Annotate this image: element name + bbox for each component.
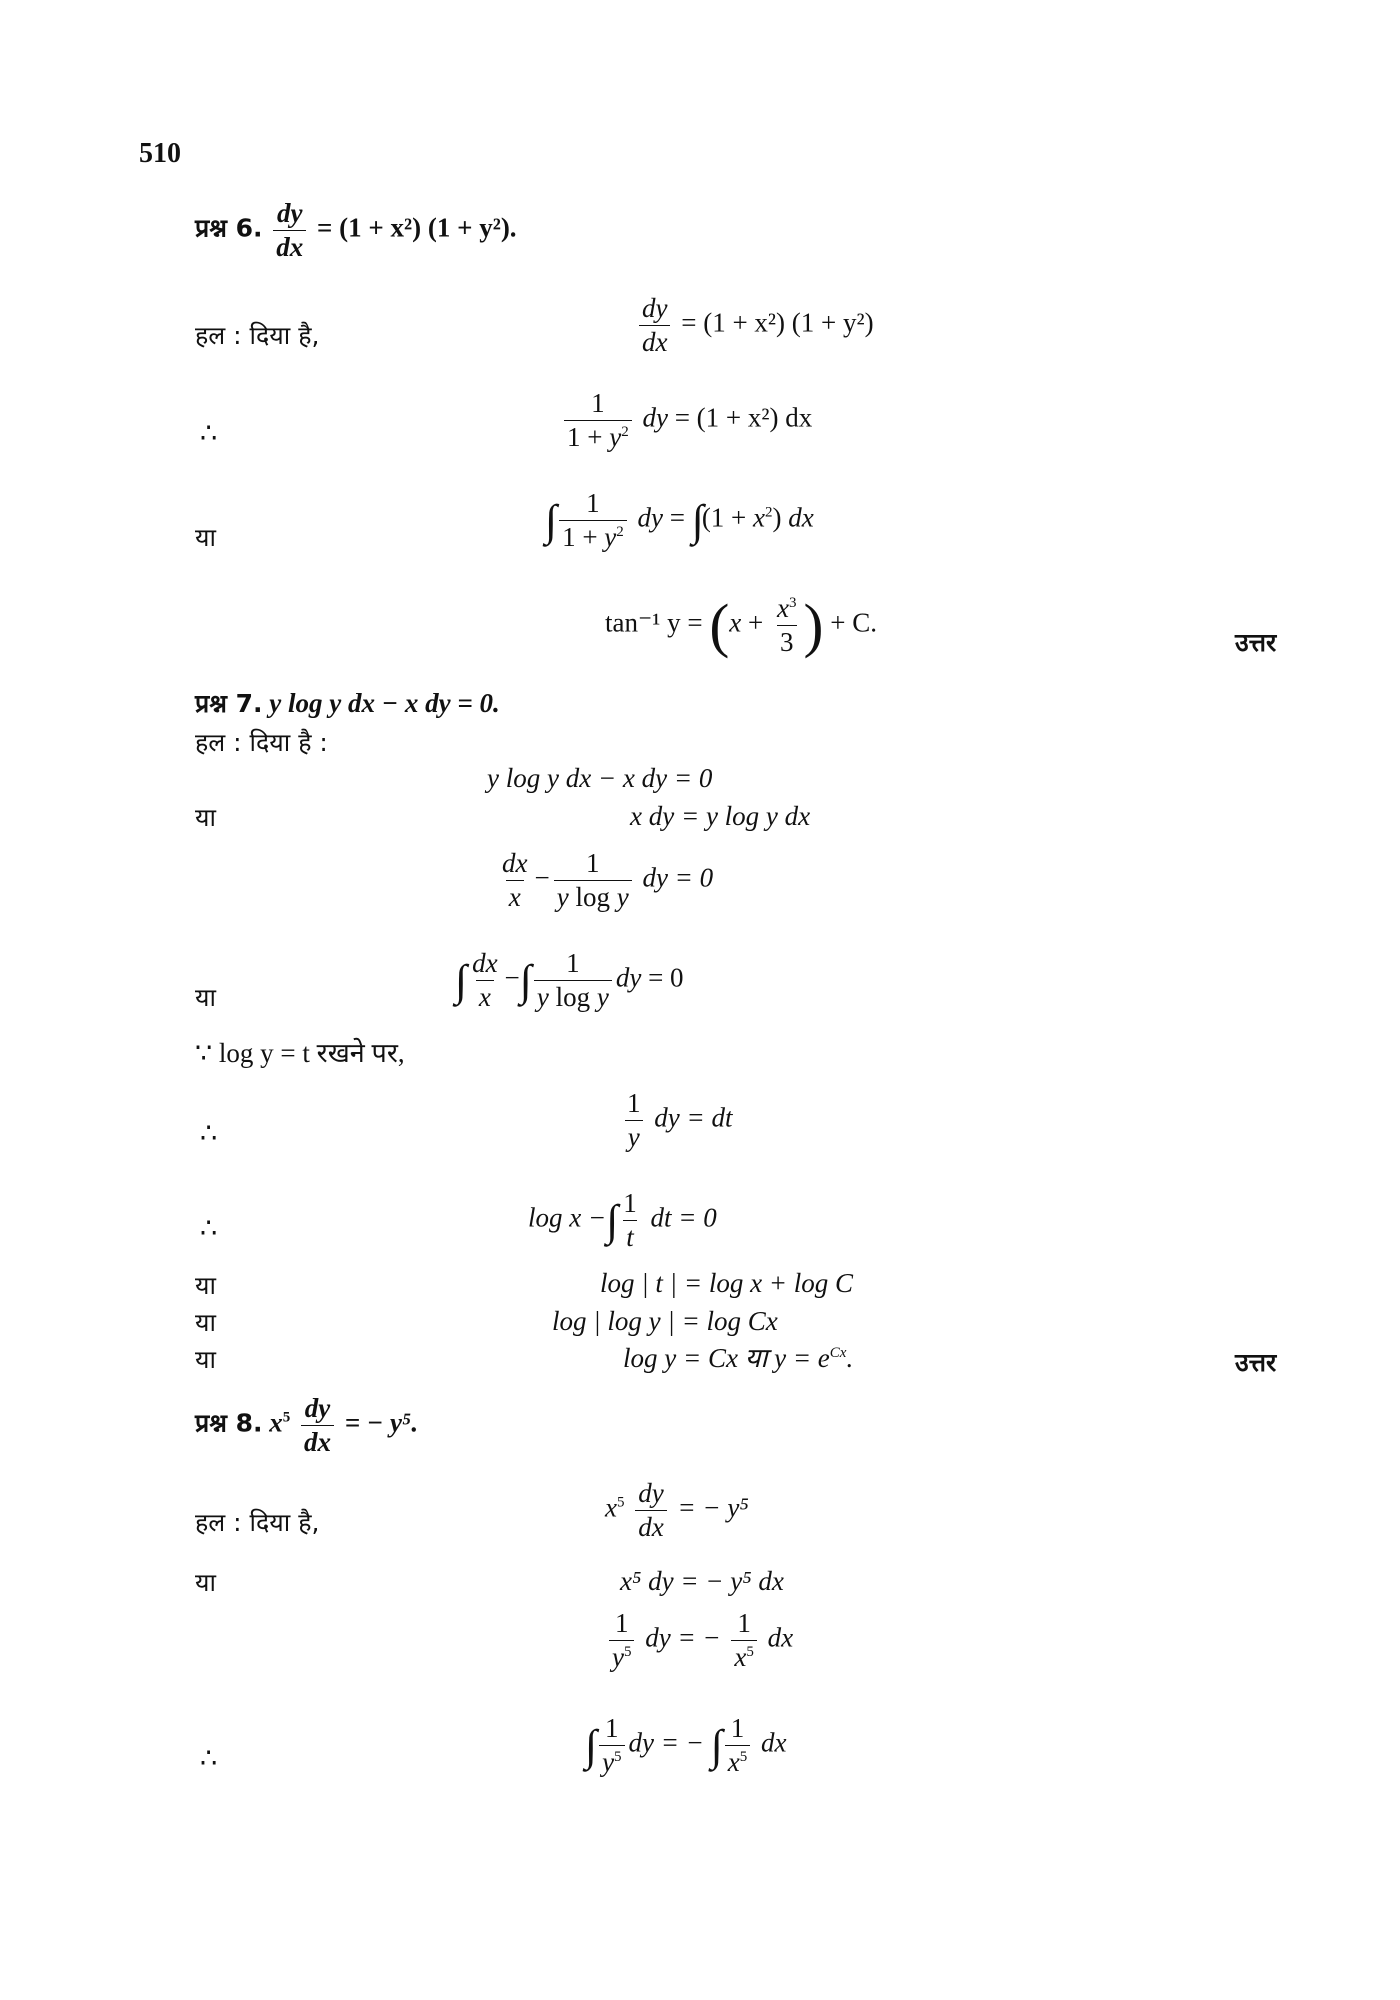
q8-given-label: हल : दिया है,	[195, 1508, 320, 1537]
q8-line1-rhs: = − y⁵	[677, 1492, 749, 1523]
q7-line3-tail: dy = 0	[642, 862, 714, 893]
q7-line6-tail: dt = 0	[650, 1202, 717, 1233]
dy-dx-fraction: $\frac{dy}{dx}$	[273, 200, 306, 261]
q7-line7: log | t | = log x + log C	[600, 1268, 854, 1298]
q6-given-equation: $\frac{dy}{dx}$ = (1 + x²) (1 + y²)	[635, 295, 874, 356]
q7-or-3: या	[195, 1271, 216, 1300]
q6-step3-lhs: tan⁻¹ y =	[605, 607, 703, 638]
page-number: 510	[139, 138, 181, 169]
question-7-heading	[195, 690, 500, 717]
q8-line3-tail: dx	[767, 1622, 794, 1653]
q8-line4-tail: dx	[761, 1727, 787, 1758]
q6-step1-rhs: = (1 + x²) dx	[674, 402, 813, 433]
q7-therefore-1: ∴	[200, 1118, 218, 1148]
q6-answer-label: उत्तर	[1235, 628, 1277, 657]
q6-or: या	[195, 523, 216, 552]
question-7-statement: y log y dx − x dy = 0.	[269, 688, 500, 718]
q7-line1: y log y dx − x dy = 0	[487, 763, 713, 793]
q8-line1: $x^5$ $\frac{dy}{dx}$ = − y⁵	[605, 1478, 749, 1542]
q8-therefore: ∴	[200, 1743, 218, 1773]
q6-therefore: ∴	[200, 418, 218, 448]
question-8-statement: = − y⁵.	[344, 1407, 419, 1438]
q7-line6: log x −∫ $\frac{1}{t}$ dt = 0	[528, 1188, 717, 1252]
q7-line4-tail: = 0	[648, 962, 684, 993]
q7-given-label: हल : दिया है :	[195, 728, 328, 757]
question-6-label: प्रश्न 6.	[195, 213, 263, 243]
q8-line4: ∫ $\frac{1}{y^5}$ dy = − ∫ $\frac{1}{x^5}$ dx	[585, 1713, 787, 1777]
q7-or-4: या	[195, 1308, 216, 1337]
q7-line9-exponent: Cx	[829, 1345, 847, 1361]
q6-step3: tan⁻¹ y = (x + $\frac{x^3}{3}$ ) + C.	[605, 592, 877, 659]
q7-or-5: या	[195, 1345, 216, 1374]
q7-line2: x dy = y log y dx	[630, 801, 811, 831]
q6-given-rhs: = (1 + x²) (1 + y²)	[681, 307, 874, 338]
q6-step3-tail: + C.	[830, 607, 877, 638]
q7-line5-rhs: dy = dt	[654, 1102, 733, 1133]
q7-line3: $\frac{dx}{x}$ − $\frac{1}{\text{y log y}}$ dy = 0	[502, 848, 714, 912]
question-6-heading	[195, 200, 517, 261]
q6-step2-eq: =	[669, 502, 685, 533]
q8-line3: $\frac{1}{y^5}$ dy = − $\frac{1}{x^5}$ dx	[605, 1610, 793, 1671]
q8-line4-mid: = −	[660, 1727, 704, 1758]
question-7-label: प्रश्न 7.	[195, 689, 263, 718]
q7-or-2: या	[195, 983, 216, 1012]
question-8-label: प्रश्न 8.	[195, 1408, 263, 1438]
q6-step2: ∫ $\frac{1}{1 + y^2}$ dy = $\int(1 + x^2)$ dx	[545, 488, 814, 552]
q7-line9-text: log y = Cx या y = e	[623, 1343, 830, 1373]
question-8-heading: प्रश्न 8. $x^5$ $\frac{dy}{dx}$ = − y⁵.	[195, 1393, 419, 1457]
q7-line4: ∫ $\frac{dx}{x}$ −∫ $\frac{1}{\text{y log y}}$ dy = 0	[455, 948, 684, 1012]
q7-answer-label: उत्तर	[1235, 1348, 1277, 1377]
q8-line3-mid: dy = −	[645, 1622, 721, 1653]
q8-or: या	[195, 1568, 216, 1597]
q7-line5: $\frac{1}{y}$ dy = dt	[620, 1090, 732, 1151]
q7-therefore-2: ∴	[200, 1213, 218, 1243]
q6-step1: $\frac{1}{1 + y^2}$ dy = (1 + x²) dx	[560, 390, 812, 451]
q6-given-label: हल : दिया है,	[195, 321, 320, 350]
q7-line9: log y = Cx या $y = e^{Cx}$.	[623, 1343, 854, 1373]
q7-or-1: या	[195, 803, 216, 832]
q7-line8: log | log y | = log Cx	[552, 1306, 778, 1336]
question-6-equation: = (1 + x²) (1 + y²).	[317, 212, 517, 243]
q8-line2: x⁵ dy = − y⁵ dx	[620, 1566, 784, 1596]
q7-line6-head: log x −	[528, 1202, 607, 1233]
q7-since: ∵ log y = t रखने पर,	[195, 1038, 405, 1068]
